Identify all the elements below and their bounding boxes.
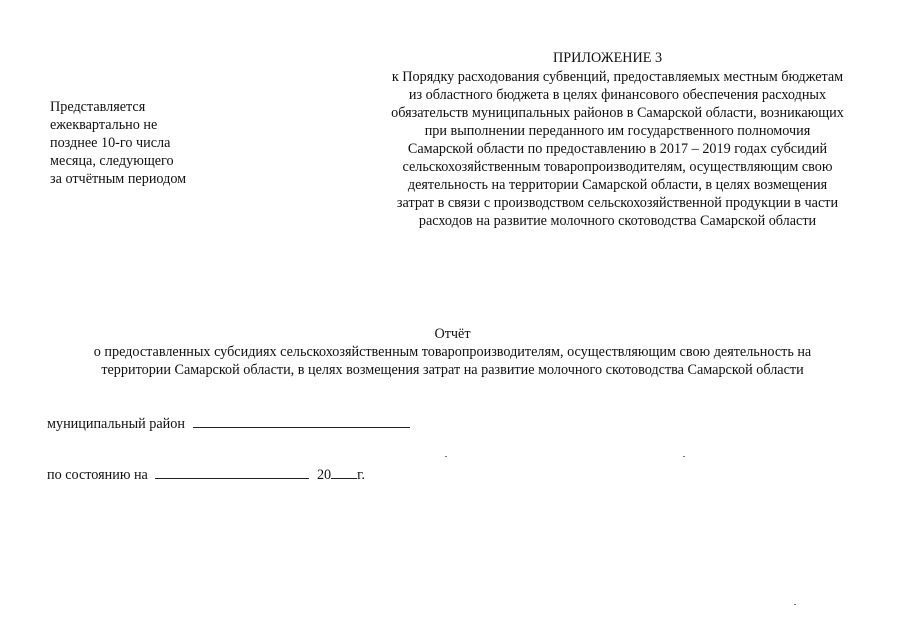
submission-note-line: Представляется (50, 99, 146, 115)
appendix-line: затрат в связи с производством сельскохозяйственной продукции в части (396, 195, 839, 211)
appendix-line: расходов на развитие молочного скотоводства Самарской области (418, 213, 817, 229)
year-blank-line[interactable] (331, 464, 357, 479)
as-of-label: по состоянию на (47, 467, 148, 483)
scan-speck (683, 456, 685, 457)
district-label: муниципальный район (47, 416, 185, 432)
submission-note-line: позднее 10-го числа (50, 135, 171, 151)
district-blank-line[interactable] (193, 413, 410, 428)
report-subtitle-line: о предоставленных субсидиях сельскохозяйственным товаропроизводителям, осуществляющим свою деятельность на (93, 344, 812, 360)
scan-speck (794, 604, 796, 605)
appendix-line: при выполнении переданного им государственного полномочия (424, 123, 811, 139)
submission-note-line: месяца, следующего (50, 153, 174, 169)
submission-note-line: ежеквартально не (50, 117, 158, 133)
submission-note (50, 98, 225, 188)
report-title: Отчёт (434, 326, 471, 342)
scan-speck (445, 456, 447, 457)
district-field (47, 413, 410, 433)
appendix-line: Самарской области по предоставлению в 2017 – 2019 годах субсидий (407, 141, 828, 157)
appendix-header (350, 48, 885, 230)
appendix-line: деятельность на территории Самарской области, в целях возмещения (407, 177, 828, 193)
as-of-date-field (47, 464, 365, 484)
appendix-line: к Порядку расходования субвенций, предоставляемых местным бюджетам (391, 69, 844, 85)
appendix-line: сельскохозяйственным товаропроизводителям, осуществляющим свою (402, 159, 833, 175)
date-blank-line[interactable] (155, 464, 309, 479)
year-prefix: 20 (316, 467, 332, 483)
appendix-line: из областного бюджета в целях финансового обеспечения расходных (408, 87, 827, 103)
report-heading (20, 325, 885, 379)
appendix-line: обязательств муниципальных районов в Самарской области, возникающих (391, 105, 844, 121)
year-suffix: г. (357, 467, 365, 483)
submission-note-line: за отчётным периодом (50, 171, 187, 187)
appendix-title: ПРИЛОЖЕНИЕ 3 (553, 50, 663, 66)
report-subtitle-line: территории Самарской области, в целях возмещения затрат на развитие молочного скотоводства Самарской области (101, 362, 804, 378)
